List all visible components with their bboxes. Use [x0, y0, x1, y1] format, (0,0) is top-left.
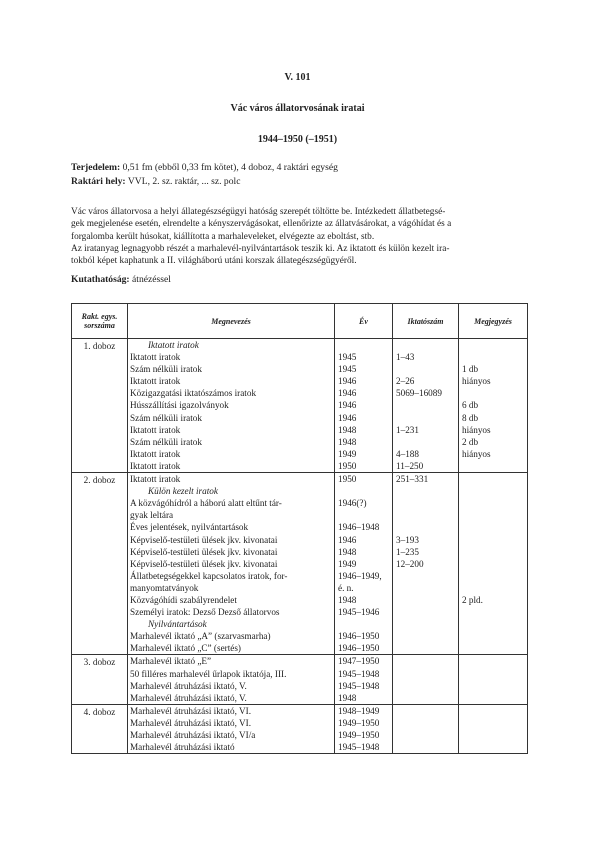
note-line: hiányos: [462, 376, 491, 387]
description-line: forgalomba került húsokat, kiállította a marhaleveleket, elvégezte az eboltást, stb.: [71, 231, 375, 242]
name-line: Iktatott iratok: [130, 352, 181, 363]
header-number: Iktatószám: [393, 304, 459, 339]
name-cell: [128, 704, 335, 753]
year-line: 1946: [338, 400, 357, 411]
year-line: 1946–1948: [338, 522, 380, 533]
year-line: 1949–1950: [338, 730, 380, 740]
note-cell: [459, 704, 528, 753]
year-line: 1948: [338, 692, 357, 703]
note-line: [462, 582, 527, 594]
year-line: 1945–1948: [338, 680, 380, 691]
name-line: Képviselő-testületi ülések jkv. kivonatai: [130, 546, 278, 557]
name-line: Marhalevél iktató „A” (szarvasmarha): [130, 631, 271, 642]
name-line: Képviselő-testületi ülések jkv. kivonatai: [130, 558, 278, 569]
description-paragraph: [71, 206, 527, 267]
number-line: 2–26: [396, 376, 415, 387]
name-line: Marhalevél átruházási iktató, VI/a: [130, 730, 256, 740]
number-line: [396, 642, 458, 654]
year-line: [338, 618, 392, 630]
description-line: Az iratanyag legnagyobb részét a marhalevél-nyilvántartások teszik ki. Az iktatott és külön kezelt ira-: [71, 243, 450, 254]
year-line: 1946–1950: [338, 631, 380, 642]
number-line: [396, 582, 458, 594]
number-line: 1–43: [396, 352, 415, 363]
table-row: [72, 339, 528, 473]
note-line: [462, 692, 527, 704]
name-line: Külön kezelt iratok: [148, 486, 218, 497]
year-line: [338, 509, 392, 521]
name-cell: [128, 655, 335, 704]
note-line: [462, 655, 527, 667]
number-cell: [393, 339, 459, 473]
note-line: hiányos: [462, 448, 491, 459]
note-line: [462, 680, 527, 692]
location-label: Raktári hely:: [71, 176, 126, 187]
note-line: [462, 630, 527, 642]
name-line: manyomtatványok: [130, 582, 199, 593]
name-line: Marhalevél átruházási iktató, V.: [130, 692, 247, 703]
header-unit-line: Rakt. egys.: [81, 312, 118, 321]
number-line: [396, 399, 458, 411]
name-line: Éves jelentések, nyilvántartások: [130, 522, 249, 533]
table-row: [72, 655, 528, 704]
note-line: [462, 473, 527, 485]
year-line: [338, 485, 392, 497]
number-line: 11–250: [396, 460, 424, 471]
year-line: 1946–1949,: [338, 570, 382, 581]
access-line: [71, 274, 171, 285]
access-label: Kutathatóság:: [71, 274, 130, 285]
year-line: 1946: [338, 534, 357, 545]
name-line: Marhalevél átruházási iktató: [130, 742, 235, 753]
extent-line: [71, 162, 338, 173]
name-line: Iktatott iratok: [130, 424, 181, 435]
number-line: [396, 705, 458, 717]
note-line: [462, 339, 527, 351]
year-line: 1946–1950: [338, 643, 380, 654]
header-unit-line: sorszáma: [84, 321, 115, 330]
note-line: [462, 351, 527, 363]
note-line: [462, 485, 527, 497]
fonds-title: Vác város állatorvosának iratai: [230, 103, 365, 114]
year-line: 1945–1948: [338, 742, 380, 753]
year-cell: [335, 473, 393, 655]
note-line: hiányos: [462, 424, 491, 435]
number-line: [396, 509, 458, 521]
note-line: 2 pld.: [462, 594, 483, 605]
year-line: 1948–1949: [338, 705, 380, 716]
year-line: 1949–1950: [338, 717, 380, 728]
year-line: 1947–1950: [338, 656, 380, 667]
fonds-years: 1944–1950 (–1951): [257, 134, 338, 145]
year-line: 1948: [338, 546, 357, 557]
header-year: Év: [335, 304, 393, 339]
name-line: Marhalevél átruházási iktató, VI.: [130, 705, 252, 716]
name-line: Hússzállítási igazolványok: [130, 400, 229, 411]
note-line: [462, 618, 527, 630]
year-cell: [335, 339, 393, 473]
number-line: [396, 668, 458, 680]
name-line: Iktatott iratok: [130, 474, 181, 485]
year-line: 1945–1948: [338, 668, 380, 679]
number-line: 1–231: [396, 424, 419, 435]
table-body: [72, 339, 528, 754]
year-line: 1948: [338, 424, 357, 435]
extent-value: 0,51 fm (ebből 0,33 fm kötet), 4 doboz, 4 raktári egység: [122, 162, 338, 173]
name-line: Marhalevél iktató „E”: [130, 656, 212, 667]
header-unit: [72, 304, 128, 339]
note-line: [462, 717, 527, 729]
inventory-table: [71, 303, 528, 754]
name-cell: [128, 339, 335, 473]
number-line: [396, 655, 458, 667]
location-line: [71, 176, 240, 187]
year-line: 1945: [338, 364, 357, 375]
note-cell: [459, 339, 528, 473]
number-line: 251–331: [396, 474, 429, 485]
number-line: 1–235: [396, 546, 419, 557]
number-line: [396, 692, 458, 704]
number-cell: [393, 473, 459, 655]
note-line: [462, 668, 527, 680]
name-line: Nyilvántartások: [148, 619, 207, 630]
table-header-row: [72, 304, 528, 339]
name-line: A közvágóhídról a háború alatt eltűnt tár-: [130, 498, 282, 509]
name-line: Személyi iratok: Dezső Dezső állatorvos: [130, 607, 280, 618]
year-line: 1946: [338, 388, 357, 399]
header-note: Megjegyzés: [459, 304, 528, 339]
name-line: Képviselő-testületi ülések jkv. kivonatai: [130, 534, 278, 545]
name-line: Szám nélküli iratok: [130, 412, 202, 423]
number-line: [396, 412, 458, 424]
note-line: [462, 558, 527, 570]
note-line: [462, 642, 527, 654]
year-line: 1945–1946: [338, 607, 380, 618]
name-line: Szám nélküli iratok: [130, 364, 202, 375]
unit-cell: 2. doboz: [72, 473, 128, 655]
note-line: 2 db: [462, 436, 479, 447]
number-line: [396, 497, 458, 509]
name-line: Szám nélküli iratok: [130, 436, 202, 447]
note-line: [462, 460, 527, 472]
unit-cell: 4. doboz: [72, 704, 128, 753]
number-line: [396, 680, 458, 692]
note-line: [462, 729, 527, 741]
location-value: VVL, 2. sz. raktár, ... sz. polc: [127, 176, 241, 187]
name-line: Iktatott iratok: [130, 448, 181, 459]
number-line: [396, 485, 458, 497]
access-value: átnézéssel: [132, 274, 171, 285]
description-line: Vác város állatorvosa a helyi állategészségügyi hatóság szerepét töltötte be. Intézkedett állatbetegsé-: [71, 207, 446, 217]
year-line: 1946(?): [338, 498, 367, 509]
name-cell: [128, 473, 335, 655]
year-line: é. n.: [338, 582, 354, 593]
year-line: 1945: [338, 352, 357, 363]
name-line: Iktatott iratok: [130, 376, 181, 387]
number-line: 4–188: [396, 448, 419, 459]
number-cell: [393, 655, 459, 704]
number-cell: [393, 704, 459, 753]
number-line: [396, 606, 458, 618]
note-line: 8 db: [462, 412, 479, 423]
note-line: [462, 741, 527, 753]
note-line: [462, 521, 527, 533]
number-line: [396, 618, 458, 630]
name-line: Marhalevél átruházási iktató, V.: [130, 680, 247, 691]
number-line: [396, 339, 458, 351]
number-line: [396, 741, 458, 753]
name-line: Közigazgatási iktatószámos iratok: [130, 388, 257, 399]
description-line: tokból képet kaphatunk a II. világháború utáni korszak állategészségügyéről.: [71, 256, 357, 267]
unit-cell: 3. doboz: [72, 655, 128, 704]
note-line: [462, 570, 527, 582]
number-line: 3–193: [396, 534, 419, 545]
number-line: [396, 363, 458, 375]
year-cell: [335, 655, 393, 704]
unit-cell: 1. doboz: [72, 339, 128, 473]
number-line: [396, 729, 458, 741]
year-line: 1950: [338, 474, 357, 485]
table-row: [72, 473, 528, 655]
name-line: Iktatott iratok: [148, 340, 199, 350]
year-line: [338, 339, 392, 351]
note-line: [462, 606, 527, 618]
note-line: [462, 534, 527, 546]
description-line: gek megjelenése esetén, elrendelte a kényszervágásokat, ellenőrizte az állatvásárokat, a vágóhídat és a: [71, 219, 452, 230]
note-cell: [459, 473, 528, 655]
note-line: [462, 387, 527, 399]
year-line: 1946: [338, 412, 357, 423]
name-line: Közvágóhídi szabályrendelet: [130, 594, 237, 605]
number-line: [396, 594, 458, 606]
name-line: 50 filléres marhalevél űrlapok iktatója, III.: [130, 668, 287, 679]
note-line: [462, 546, 527, 558]
note-line: [462, 509, 527, 521]
name-line: Marhalevél átruházási iktató, VI.: [130, 717, 252, 728]
extent-label: Terjedelem:: [71, 162, 121, 173]
year-line: 1949: [338, 558, 357, 569]
year-line: 1948: [338, 594, 357, 605]
header-name: Megnevezés: [128, 304, 335, 339]
year-line: 1946: [338, 376, 357, 387]
note-line: [462, 497, 527, 509]
year-line: 1949: [338, 448, 357, 459]
fonds-code: V. 101: [284, 72, 311, 83]
table-row: [72, 704, 528, 753]
year-cell: [335, 704, 393, 753]
note-line: 1 db: [462, 364, 479, 375]
number-line: 12–200: [396, 558, 424, 569]
note-line: 6 db: [462, 400, 479, 411]
number-line: [396, 717, 458, 729]
note-line: [462, 705, 527, 717]
note-cell: [459, 655, 528, 704]
name-line: gyak leltára: [130, 510, 174, 521]
year-line: 1950: [338, 460, 357, 471]
name-line: Iktatott iratok: [130, 460, 181, 471]
number-line: [396, 436, 458, 448]
name-line: Állatbetegségekkel kapcsolatos iratok, for-: [130, 570, 288, 581]
name-line: Marhalevél iktató „C” (sertés): [130, 643, 241, 654]
number-line: 5069–16089: [396, 388, 442, 399]
number-line: [396, 570, 458, 582]
number-line: [396, 521, 458, 533]
year-line: 1948: [338, 436, 357, 447]
number-line: [396, 630, 458, 642]
